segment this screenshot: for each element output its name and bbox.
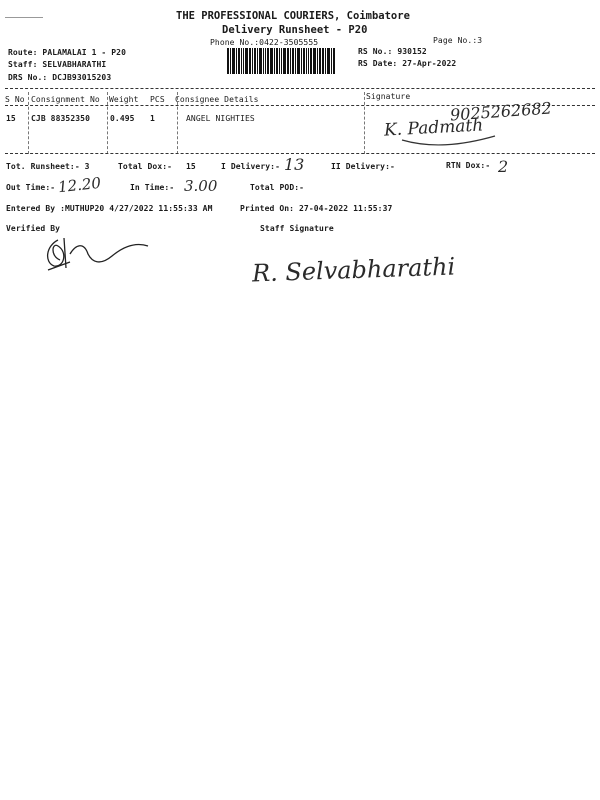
total-dox-label: Total Dox:- xyxy=(118,162,173,171)
page-number: Page No.:3 xyxy=(433,36,483,45)
row-pcs: 1 xyxy=(150,114,155,123)
staff-handwritten-signature: R. Selvabharathi xyxy=(251,252,456,288)
row-sno: 15 xyxy=(6,114,16,123)
verified-by-label: Verified By xyxy=(6,224,61,233)
tot-runsheet: Tot. Runsheet:- 3 xyxy=(6,162,90,171)
printed-on: Printed On: 27-04-2022 11:55:37 xyxy=(240,204,393,213)
total-pod-label: Total POD:- xyxy=(250,183,305,192)
route-label: Route: PALAMALAI 1 - P20 xyxy=(8,48,126,57)
col-header-pcs: PCS xyxy=(150,95,165,104)
barcode xyxy=(227,48,353,74)
receiver-signature: K. Padmath xyxy=(383,115,484,141)
col-header-consignment: Consignment No xyxy=(31,95,100,104)
col-sep-2 xyxy=(107,92,108,154)
handwritten-phone: 9025262682 xyxy=(449,98,553,125)
row-weight: 0.495 xyxy=(110,114,135,123)
in-time-label: In Time:- xyxy=(130,183,175,192)
entered-by: Entered By :MUTHUP20 4/27/2022 11:55:33 AM xyxy=(6,204,213,213)
ii-delivery-label: II Delivery:- xyxy=(331,162,395,171)
rs-number: RS No.: 930152 xyxy=(358,47,427,56)
i-delivery-label: I Delivery:- xyxy=(221,162,280,171)
col-sep-3 xyxy=(177,92,178,154)
row-consignee: ANGEL NIGHTIES xyxy=(186,114,255,123)
rtn-dox-value: 2 xyxy=(498,157,509,176)
out-time-label: Out Time:- xyxy=(6,183,56,192)
staff-label: Staff: SELVABHARATHI xyxy=(8,60,107,69)
rs-date: RS Date: 27-Apr-2022 xyxy=(358,59,457,68)
col-header-weight: Weight xyxy=(109,95,139,104)
company-title: THE PROFESSIONAL COURIERS, Coimbatore xyxy=(176,10,410,22)
out-time-value: 12.20 xyxy=(57,173,102,197)
phone-number: Phone No.:0422-3505555 xyxy=(210,38,319,47)
col-header-consignee: Consignee Details xyxy=(175,95,259,104)
col-sep-1 xyxy=(28,92,29,154)
row-consignment: CJB 88352350 xyxy=(31,114,90,123)
rtn-dox-label: RTN Dox:- xyxy=(446,161,491,170)
runsheet-subtitle: Delivery Runsheet - P20 xyxy=(222,24,368,36)
signature-underline xyxy=(400,130,500,150)
staff-signature-label: Staff Signature xyxy=(260,224,334,233)
in-time-value: 3.00 xyxy=(184,177,218,195)
col-sep-4 xyxy=(364,92,365,154)
drs-number: DRS No.: DCJB93015203 xyxy=(8,73,112,82)
table-divider-bottom xyxy=(5,153,595,154)
verifier-signature xyxy=(40,232,155,277)
total-dox-value: 15 xyxy=(186,162,196,171)
i-delivery-value: 13 xyxy=(284,155,305,174)
col-header-signature: Signature xyxy=(366,92,411,101)
header-divider-top xyxy=(5,88,595,89)
col-header-sno: S No xyxy=(5,95,25,104)
top-edge-line xyxy=(5,17,43,18)
